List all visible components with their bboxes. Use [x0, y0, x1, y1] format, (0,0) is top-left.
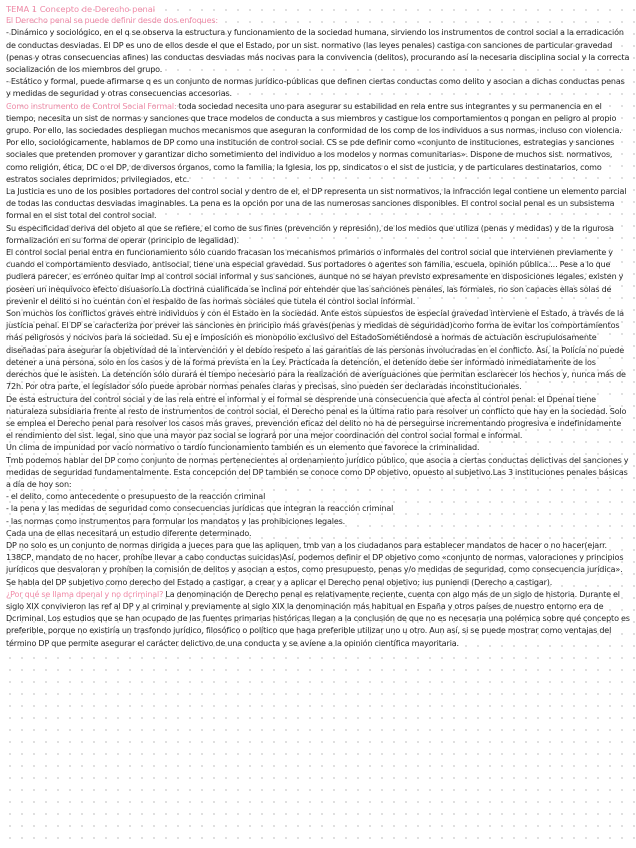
- paragraph-study: Cada una de ellas necesitará un estudio diferente determinado.: [6, 528, 252, 538]
- paragraph-structure: De esta estructura del control social y de las rela entre el informal y el formal se desprende una consecuencia que afecta al control penal: el Dpenal tiene naturaleza subsidiaria frente al resto de instrumentos de control social, el Derecho penal es la última ratio para resolver un conflicto que hay en la sociedad. Solo se emplea el Derecho penal para resolver los casos más graves, prevención eficaz del delito no ha de perseguirse incrementando progresiva e indefinidamente el rendimiento del sist. legal, sino que una mayor paz social se logrará por una mejor coordinación del control social formal e informal.: [6, 394, 627, 441]
- section-heading-social-control: Como instrumento de Control Social Formal:: [6, 101, 177, 111]
- paragraph-justice: La Justicia es uno de los posibles portadores del control social y dentro de el, el DP representa un sist normativos, la infracción legal contiene un elemento parcial de todas las conductas desviadas imaginables. La pena es la opción por una de las numerosas sanciones disponibles. El control social penal es un subsistema formal en el sist total del control social.: [6, 187, 627, 221]
- paragraph-naming: [6, 589, 630, 650]
- paragraph-objective-dp: Tmb podemos hablar del DP como conjunto de normas pertenecientes al ordenamiento jurídico público, que asocia a ciertas conductas delictivas del sanciones y medidas de seguridad fundamentalmente. Esta concepción del DP también se conoce como DP objetivo, opuesto al subjetivo.Las 3 instituciones penales básicas a día de hoy son:: [6, 455, 629, 489]
- paragraph-dynamic: - Dinámico y sociológico, en el q se observa la estructura y funcionamiento de la sociedad humana, sirviendo los instrumentos de control social a la erradicación de conductas desviadas. El DP es uno de ellos desde el que el Estado, por un sist. normativo (las leyes penales) castiga con sanciones de particular gravedad (penas y otras consecuencias afines) las conductas desviadas más nocivas para la convivencia (delitos), procurando así la necesaria disciplina social y la correcta socialización de los miembros del grupo.: [6, 28, 630, 75]
- paragraph-penal-control: El control social penal entra en funcionamiento sólo cuando fracasan los mecanismos primarios o informales del control social que intervienen previamente y cuando el comportamiento desviado, antisocial, tiene una especial gravedad. Sus portadores o agentes son familia, escuela, opinión pública.... Pese a lo que pudiera parecer, es erróneo quitar imp al control social informal y sus sanciones, aunque no se hayan previsto expresamente en disposiciones legales, existen y poseen un inequívoco efecto disuasorio.La doctrina cualificada se inclina por entender que las sanciones penales, las formales, no son capaces ellas solas de prevenir el delito si no cuentan con el respaldo de las normas sociales que tutela el control social informal.: [6, 248, 624, 306]
- paragraph-impunity: Un clima de impunidad por vacío normativo o tardío funcionamiento también es un elemento que favorece la criminalidad.: [6, 443, 480, 453]
- paragraph-social-control-text: toda sociedad necesita uno para asegurar su estabilidad en rela entre sus integrantes y su permanencia en el tiempo, necesita un sist de normas y sanciones que trace modelos de conducta a sus miembros y castigue los comportamientos q pongan en peligro al propio grupo. Por ello, las sociedades despliegan muchos mecanismos que aseguran la conformidad de los comp de los individuos a sus normas, incluso con violencia. Por ello, sociológicamente, hablamos de DP como una institución de control social. CS se pde definir como «conjunto de instituciones, estrategias y sanciones sociales que pretenden promover y garantizar dicho sometimiento del individuo a los modelos y normas comunitarias». Dispone de muchos sist. normativos, como religión, ética, DC o el DP, de diversos órganos, como la familia, la Iglesia, los pp, sindicatos o el sist de justicia, y de particulares destinatarios, como estratos sociales deprimidos, privilegiados, etc.: [6, 101, 622, 184]
- page-title: TEMA 1 Concepto de Derecho penal: [6, 4, 156, 14]
- paragraph-specificity: Su especificidad deriva del objeto al que se refiere, el como de sus fines (prevención y represión), de los medios que utiliza (penas y medidas) y de la rigurosa formalización en su forma de operar (principio de legalidad).: [6, 223, 614, 245]
- paragraph-social-control: [6, 101, 630, 186]
- list-item: - las normas como instrumentos para formular los mandatos y las prohibiciones legales.: [6, 516, 346, 526]
- list-item: - la pena y las medidas de seguridad como consecuencias jurídicas que integran la reacción criminal: [6, 504, 394, 514]
- paragraph-static: - Estático y formal, puede afirmarse q es un conjunto de normas jurídico-públicas que definen ciertas conductas como delito y asocian a dichas conductas penas y medidas de seguridad y otras consecuencias accesorias.: [6, 77, 625, 99]
- paragraph-naming-text: La denominación de Derecho penal es relativamente reciente, cuenta con algo más de un siglo de historia. Durante el siglo XIX convivieron las ref al DP y al criminal y previamente al siglo XIX la denominación más habitual en España y otros países de nuestro entorno era de Dcriminal. Los estudios que se han ocupado de las fuentes primarias históricas llegan a la conclusión de que no es necesaria una polémica sobre qué concepto es preferible, porque no existiría un trasfondo jurídico, filosófico o político que haga preferible utilizar uno u otro. Aun así, si se puede mostrar como ventajas del término DP que permite asegurar el carácter delictivo de una conducta y se avíene a la opinión científica mayoritaria.: [6, 589, 630, 648]
- paragraph-norms: DP no solo es un conjunto de normas dirigida a jueces para que las apliquen, tmb van a los ciudadanos para establecer mandatos de hacer o no hacer(ejarr. 138CP, mandato de no hacer, prohíbe llevar a cabo conductas suicidas)Así, podemos definir el DP objetivo como «conjunto de normas, valoraciones y principios jurídicos que desvaloran y prohíben la comisión de delitos y asocian a estos, como presupuesto, penas y/o medidas de seguridad, como consecuencia jurídica». Se habla del DP subjetivo como derecho del Estado a castigar, a crear y a aplicar el Derecho penal objetivo: ius puniendi (Derecho a castigar).: [6, 540, 624, 587]
- page-subtitle: El Derecho penal se puede definir desde dos enfoques:: [6, 16, 218, 26]
- section-heading-naming: ¿Por qué se llama dpenal y no dcriminal?: [6, 589, 164, 599]
- paragraph-conflicts: Son muchos los conflictos graves entre individuos y con el Estado en la sociedad. Ante estos supuestos de especial gravedad interviene el Estado, a través de la justicia penal. El DP se caracteriza por prever las sanciones en principio más graves(penas y medidas de seguridad)como forma de evitar los comportamientos más peligrosos y nocivos para la sociedad. Su ej e imposición es monopolio exclusivo del EstadoSométiéndose a normas de actuación escrupulosamente diseñadas para asegurar la objetividad de la intervención y el debido respeto a las garantías de las personas involucradas en el conflicto. Así, la Policía no puede detener a una persona, solo en los casos y de la forma prevista en la Ley. Practicada la detención, el detenido debe ser informado inmediatamente de los derechos que le asisten. La detención sólo durará el tiempo necesario para la realización de averiguaciones que permitan esclarecer los hechos y, nunca más de 72h. Por otra parte, el legislador sólo puede aprobar normas penales claras y precisas, sino pueden ser declaradas inconstitucionales.: [6, 309, 626, 392]
- list-item: - el delito, como antecedente o presupuesto de la reacción criminal: [6, 492, 266, 502]
